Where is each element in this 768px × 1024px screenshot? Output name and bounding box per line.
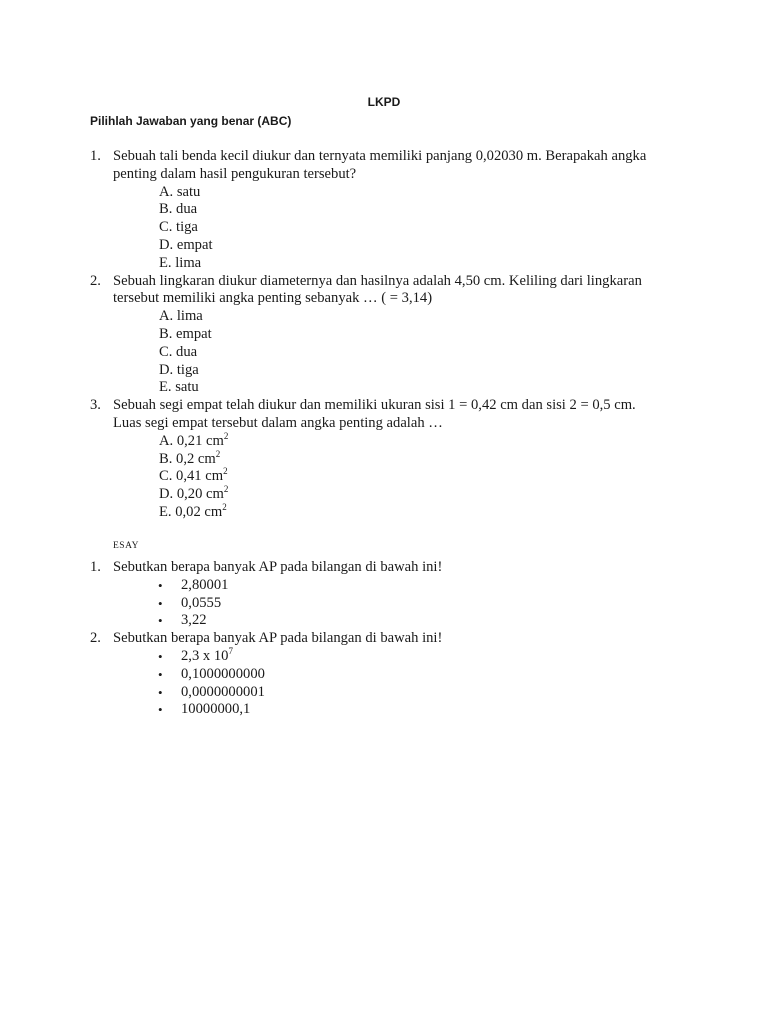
answer-options (113, 430, 680, 522)
question-text-line: tersebut memiliki angka penting sebanyak … ( = 3,14) (113, 290, 433, 307)
essay-question-1 (90, 559, 680, 630)
option-text: B. 0,2 cm (159, 450, 216, 467)
question-text-line: Sebuah tali benda kecil diukur dan ternyata memiliki panjang 0,02030 m. Berapakah angka (113, 148, 647, 164)
bullet-icon: • (158, 666, 163, 682)
item-text: 10000000,1 (181, 701, 251, 718)
bullet-icon: • (158, 595, 163, 611)
question-number: 2. (90, 272, 101, 289)
option-text: E. 0,02 cm (159, 503, 223, 520)
answer-option: D. tiga (159, 361, 199, 378)
bullet-list (113, 577, 680, 630)
question-1 (90, 148, 680, 273)
answer-option (159, 430, 680, 451)
option-text: C. 0,41 cm (159, 468, 224, 485)
answer-option: B. dua (159, 201, 198, 218)
question-text-line: Sebuah segi empat telah diukur dan memiliki ukuran sisi 1 = 0,42 cm dan sisi 2 = 0,5 cm. (113, 397, 636, 414)
bullet-icon: • (158, 577, 163, 593)
bullet-icon: • (158, 702, 163, 718)
question-text-line: penting dalam hasil pengukuran tersebut? (113, 165, 357, 182)
superscript: 2 (222, 501, 227, 512)
answer-option (159, 448, 680, 469)
superscript: 2 (223, 466, 228, 477)
list-item (158, 595, 680, 613)
question-number: 3. (90, 397, 101, 414)
question-text-line: Sebutkan berapa banyak AP pada bilangan di bawah ini! (113, 559, 443, 575)
list-item (158, 701, 680, 719)
question-number: 2. (90, 630, 101, 647)
multiple-choice-section (90, 148, 680, 522)
list-item (158, 577, 680, 595)
answer-option: E. satu (159, 379, 199, 396)
answer-option: A. lima (159, 308, 203, 325)
superscript: 2 (215, 448, 221, 459)
bullet-list (113, 645, 680, 719)
item-text: 3,22 (181, 612, 207, 629)
answer-option: C. dua (159, 343, 198, 360)
bullet-icon: • (158, 684, 163, 700)
item-text: 2,3 x 10 (181, 647, 229, 664)
answer-option: D. empat (159, 236, 213, 253)
answer-option: E. lima (159, 254, 202, 271)
answer-option: B. empat (159, 325, 212, 342)
answer-option (159, 501, 680, 522)
list-item (158, 666, 680, 684)
bullet-icon: • (158, 648, 163, 664)
answer-option (159, 468, 680, 486)
instruction-heading: Pilihlah Jawaban yang benar (ABC) (90, 114, 292, 128)
answer-option: C. tiga (159, 219, 198, 236)
answer-option (159, 486, 680, 504)
superscript: 2 (223, 484, 229, 495)
question-text-line: Sebutkan berapa banyak AP pada bilangan di bawah ini! (113, 630, 443, 647)
essay-question-2 (90, 630, 680, 719)
question-number: 1. (90, 559, 101, 575)
answer-options (113, 184, 680, 273)
question-2 (90, 273, 680, 398)
question-text-line: Luas segi empat tersebut dalam angka penting adalah … (113, 414, 443, 431)
bullet-icon: • (158, 613, 163, 629)
essay-section (90, 559, 680, 719)
option-text: D. 0,20 cm (159, 486, 224, 503)
essay-label: ESAY (113, 541, 139, 551)
superscript: 7 (228, 645, 233, 656)
answer-option: A. satu (159, 183, 201, 200)
list-item (158, 684, 680, 702)
superscript: 2 (223, 430, 229, 441)
question-text-line: Sebuah lingkaran diukur diameternya dan hasilnya adalah 4,50 cm. Keliling dari lingkaran (113, 272, 642, 289)
list-item (158, 645, 680, 666)
answer-options (113, 308, 680, 397)
option-text: A. 0,21 cm (159, 432, 224, 449)
document-title: LKPD (367, 95, 401, 109)
item-text: 0,0555 (181, 594, 222, 611)
question-3 (90, 397, 680, 522)
item-text: 0,1000000000 (181, 665, 265, 682)
question-number: 1. (90, 148, 101, 164)
item-text: 0,0000000001 (181, 683, 265, 700)
item-text: 2,80001 (181, 576, 229, 593)
list-item (158, 612, 680, 630)
